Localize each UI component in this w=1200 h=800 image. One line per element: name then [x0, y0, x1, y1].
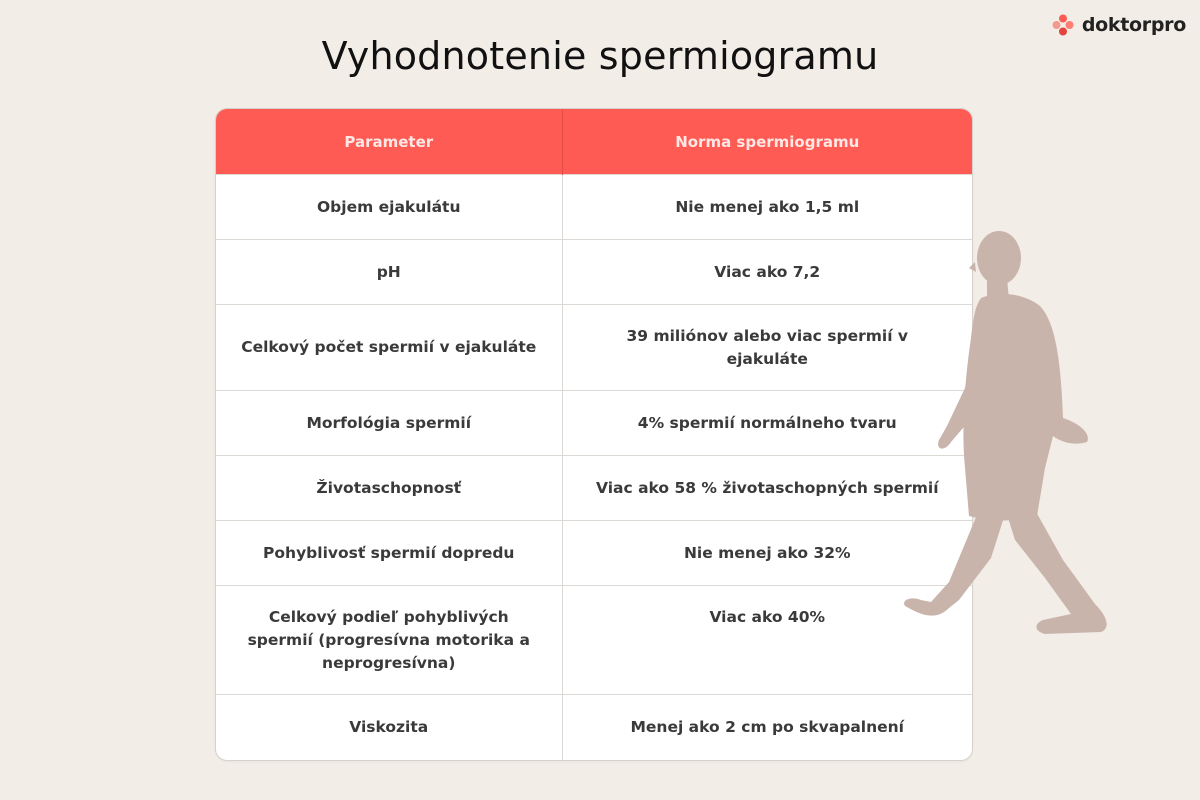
table-row — [216, 695, 972, 760]
spermiogram-table — [215, 108, 973, 761]
norm-cell: 4% spermií normálneho tvaru — [562, 391, 972, 456]
walking-man-silhouette-icon — [895, 228, 1115, 648]
table-header-row — [216, 109, 972, 175]
norm-cell: Nie menej ako 1,5 ml — [562, 175, 972, 240]
norm-cell: Menej ako 2 cm po skvapalnení — [562, 695, 972, 760]
parameter-cell: Celkový počet spermií v ejakuláte — [216, 305, 562, 391]
norm-cell: 39 miliónov alebo viac spermií v ejakuláte — [562, 305, 972, 391]
parameter-cell: Objem ejakulátu — [216, 175, 562, 240]
table-row — [216, 391, 972, 456]
page-title: Vyhodnotenie spermiogramu — [321, 34, 879, 78]
column-header-norm: Norma spermiogramu — [562, 109, 972, 175]
parameter-cell: Morfológia spermií — [216, 391, 562, 456]
table-row — [216, 305, 972, 391]
brand-logo — [1052, 14, 1186, 36]
table-row — [216, 456, 972, 521]
norm-cell: Nie menej ako 32% — [562, 521, 972, 586]
table-row — [216, 240, 972, 305]
parameter-cell: pH — [216, 240, 562, 305]
norm-cell: Viac ako 7,2 — [562, 240, 972, 305]
norm-cell: Viac ako 58 % životaschopných spermií — [562, 456, 972, 521]
norm-cell: Viac ako 40% — [562, 586, 972, 695]
parameter-cell: Celkový podieľ pohyblivých spermií (progresívna motorika a neprogresívna) — [216, 586, 562, 695]
column-header-parameter: Parameter — [216, 109, 562, 175]
table-row — [216, 586, 972, 695]
four-petal-cross-icon — [1052, 14, 1074, 36]
parameter-cell: Viskozita — [216, 695, 562, 760]
table-row — [216, 521, 972, 586]
brand-name: doktorpro — [1081, 14, 1186, 36]
parameter-cell: Životaschopnosť — [216, 456, 562, 521]
parameter-cell: Pohyblivosť spermií dopredu — [216, 521, 562, 586]
table-row — [216, 175, 972, 240]
